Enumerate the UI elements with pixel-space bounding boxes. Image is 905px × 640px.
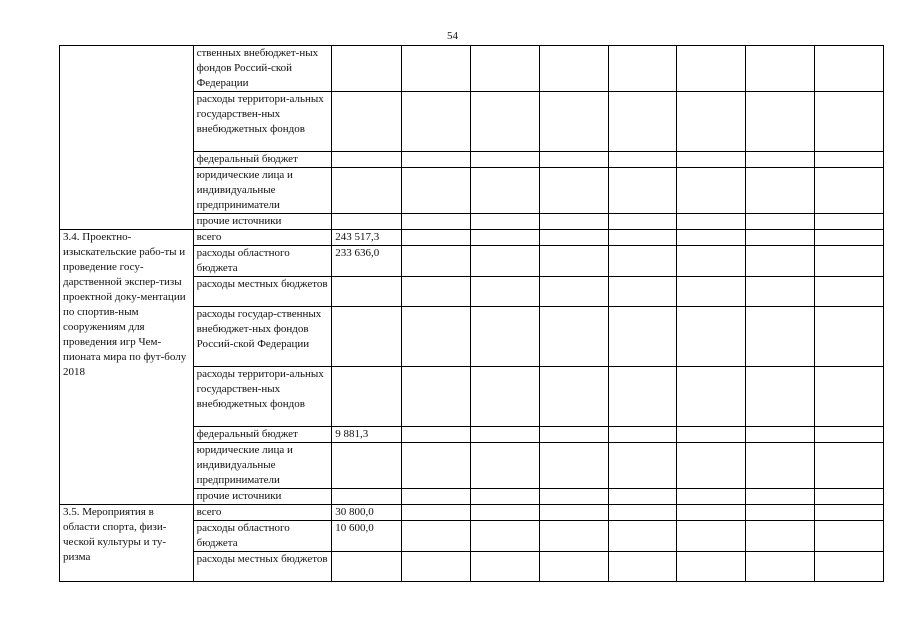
empty-year-cell bbox=[608, 367, 677, 427]
amount-cell bbox=[332, 367, 402, 427]
empty-year-cell bbox=[608, 427, 677, 443]
amount-cell bbox=[332, 46, 402, 92]
amount-cell: 233 636,0 bbox=[332, 246, 402, 277]
empty-year-cell bbox=[815, 489, 884, 505]
empty-year-cell bbox=[470, 246, 539, 277]
empty-year-cell bbox=[470, 277, 539, 307]
empty-year-cell bbox=[539, 92, 608, 152]
amount-cell bbox=[332, 168, 402, 214]
empty-year-cell bbox=[815, 521, 884, 552]
empty-year-cell bbox=[402, 367, 471, 427]
empty-year-cell bbox=[539, 230, 608, 246]
funding-source-cell: расходы государ-ственных внебюджет-ных фондов Россий-ской Федерации bbox=[193, 307, 332, 367]
empty-year-cell bbox=[539, 489, 608, 505]
empty-year-cell bbox=[815, 92, 884, 152]
amount-cell bbox=[332, 489, 402, 505]
empty-year-cell bbox=[677, 277, 746, 307]
empty-year-cell bbox=[608, 92, 677, 152]
empty-year-cell bbox=[677, 307, 746, 367]
empty-year-cell bbox=[608, 46, 677, 92]
empty-year-cell bbox=[746, 367, 815, 427]
budget-table bbox=[59, 45, 884, 582]
empty-year-cell bbox=[746, 46, 815, 92]
empty-year-cell bbox=[470, 427, 539, 443]
empty-year-cell bbox=[402, 46, 471, 92]
empty-year-cell bbox=[539, 46, 608, 92]
empty-year-cell bbox=[539, 152, 608, 168]
empty-year-cell bbox=[402, 214, 471, 230]
empty-year-cell bbox=[746, 277, 815, 307]
empty-year-cell bbox=[815, 46, 884, 92]
empty-year-cell bbox=[608, 246, 677, 277]
funding-source-cell: юридические лица и индивидуальные предприниматели bbox=[193, 443, 332, 489]
empty-year-cell bbox=[815, 427, 884, 443]
empty-year-cell bbox=[677, 552, 746, 582]
empty-year-cell bbox=[539, 427, 608, 443]
empty-year-cell bbox=[677, 46, 746, 92]
empty-year-cell bbox=[402, 521, 471, 552]
empty-year-cell bbox=[677, 367, 746, 427]
empty-year-cell bbox=[470, 168, 539, 214]
amount-cell: 243 517,3 bbox=[332, 230, 402, 246]
empty-year-cell bbox=[402, 443, 471, 489]
empty-year-cell bbox=[677, 427, 746, 443]
empty-year-cell bbox=[402, 230, 471, 246]
empty-year-cell bbox=[608, 505, 677, 521]
amount-cell: 30 800,0 bbox=[332, 505, 402, 521]
empty-year-cell bbox=[677, 152, 746, 168]
funding-source-cell: всего bbox=[193, 230, 332, 246]
empty-year-cell bbox=[746, 230, 815, 246]
empty-year-cell bbox=[815, 367, 884, 427]
empty-year-cell bbox=[815, 214, 884, 230]
empty-year-cell bbox=[470, 552, 539, 582]
amount-cell bbox=[332, 277, 402, 307]
empty-year-cell bbox=[608, 521, 677, 552]
amount-cell bbox=[332, 552, 402, 582]
empty-year-cell bbox=[539, 367, 608, 427]
funding-source-cell: федеральный бюджет bbox=[193, 427, 332, 443]
measure-title-cell: 3.5. Мероприятия в области спорта, физи-ческой культуры и ту-ризма bbox=[60, 505, 194, 582]
empty-year-cell bbox=[402, 168, 471, 214]
empty-year-cell bbox=[470, 214, 539, 230]
empty-year-cell bbox=[539, 277, 608, 307]
empty-year-cell bbox=[470, 489, 539, 505]
empty-year-cell bbox=[815, 505, 884, 521]
empty-year-cell bbox=[402, 246, 471, 277]
empty-year-cell bbox=[677, 92, 746, 152]
measure-title-cell bbox=[60, 46, 194, 230]
funding-source-cell: расходы территори-альных государствен-ных внебюджетных фондов bbox=[193, 367, 332, 427]
empty-year-cell bbox=[402, 489, 471, 505]
funding-source-cell: расходы местных бюджетов bbox=[193, 552, 332, 582]
empty-year-cell bbox=[539, 521, 608, 552]
page-number: 54 bbox=[447, 30, 458, 42]
empty-year-cell bbox=[608, 552, 677, 582]
empty-year-cell bbox=[402, 552, 471, 582]
empty-year-cell bbox=[677, 230, 746, 246]
empty-year-cell bbox=[402, 92, 471, 152]
amount-cell: 9 881,3 bbox=[332, 427, 402, 443]
empty-year-cell bbox=[677, 443, 746, 489]
empty-year-cell bbox=[470, 46, 539, 92]
empty-year-cell bbox=[608, 277, 677, 307]
empty-year-cell bbox=[677, 505, 746, 521]
empty-year-cell bbox=[470, 307, 539, 367]
empty-year-cell bbox=[470, 521, 539, 552]
empty-year-cell bbox=[608, 489, 677, 505]
empty-year-cell bbox=[815, 307, 884, 367]
empty-year-cell bbox=[815, 168, 884, 214]
empty-year-cell bbox=[470, 230, 539, 246]
empty-year-cell bbox=[815, 277, 884, 307]
funding-source-cell: ственных внебюджет-ных фондов Россий-ской Федерации bbox=[193, 46, 332, 92]
table-row bbox=[60, 46, 884, 92]
amount-cell bbox=[332, 92, 402, 152]
empty-year-cell bbox=[746, 246, 815, 277]
empty-year-cell bbox=[402, 427, 471, 443]
empty-year-cell bbox=[470, 505, 539, 521]
empty-year-cell bbox=[608, 152, 677, 168]
funding-source-cell: прочие источники bbox=[193, 489, 332, 505]
funding-source-cell: расходы областного бюджета bbox=[193, 521, 332, 552]
empty-year-cell bbox=[677, 521, 746, 552]
funding-source-cell: федеральный бюджет bbox=[193, 152, 332, 168]
empty-year-cell bbox=[539, 307, 608, 367]
empty-year-cell bbox=[746, 427, 815, 443]
empty-year-cell bbox=[608, 307, 677, 367]
funding-source-cell: прочие источники bbox=[193, 214, 332, 230]
funding-source-cell: юридические лица и индивидуальные предприниматели bbox=[193, 168, 332, 214]
empty-year-cell bbox=[539, 214, 608, 230]
amount-cell bbox=[332, 214, 402, 230]
amount-cell: 10 600,0 bbox=[332, 521, 402, 552]
empty-year-cell bbox=[677, 214, 746, 230]
amount-cell bbox=[332, 307, 402, 367]
amount-cell bbox=[332, 443, 402, 489]
funding-source-cell: расходы областного бюджета bbox=[193, 246, 332, 277]
empty-year-cell bbox=[608, 230, 677, 246]
budget-table-body bbox=[60, 46, 884, 582]
empty-year-cell bbox=[402, 505, 471, 521]
empty-year-cell bbox=[402, 307, 471, 367]
empty-year-cell bbox=[402, 277, 471, 307]
empty-year-cell bbox=[746, 443, 815, 489]
empty-year-cell bbox=[608, 168, 677, 214]
measure-title-cell: 3.4. Проектно-изыскательские рабо-ты и проведение госу-дарственной экспер-тизы проектной доку-ментации по спортив-ным сооружениям для проведения игр Чем-пионата мира по фут-болу 2018 bbox=[60, 230, 194, 505]
empty-year-cell bbox=[539, 246, 608, 277]
empty-year-cell bbox=[470, 367, 539, 427]
empty-year-cell bbox=[815, 443, 884, 489]
empty-year-cell bbox=[539, 443, 608, 489]
empty-year-cell bbox=[746, 152, 815, 168]
empty-year-cell bbox=[746, 552, 815, 582]
empty-year-cell bbox=[746, 214, 815, 230]
empty-year-cell bbox=[746, 307, 815, 367]
empty-year-cell bbox=[746, 168, 815, 214]
empty-year-cell bbox=[746, 505, 815, 521]
empty-year-cell bbox=[539, 505, 608, 521]
empty-year-cell bbox=[402, 152, 471, 168]
empty-year-cell bbox=[539, 552, 608, 582]
empty-year-cell bbox=[608, 214, 677, 230]
funding-source-cell: расходы местных бюджетов bbox=[193, 277, 332, 307]
empty-year-cell bbox=[746, 489, 815, 505]
empty-year-cell bbox=[470, 92, 539, 152]
empty-year-cell bbox=[746, 521, 815, 552]
empty-year-cell bbox=[815, 230, 884, 246]
empty-year-cell bbox=[746, 92, 815, 152]
empty-year-cell bbox=[539, 168, 608, 214]
table-row bbox=[60, 230, 884, 246]
empty-year-cell bbox=[815, 246, 884, 277]
empty-year-cell bbox=[677, 246, 746, 277]
funding-source-cell: всего bbox=[193, 505, 332, 521]
empty-year-cell bbox=[470, 152, 539, 168]
empty-year-cell bbox=[608, 443, 677, 489]
funding-source-cell: расходы территори-альных государствен-ных внебюджетных фондов bbox=[193, 92, 332, 152]
amount-cell bbox=[332, 152, 402, 168]
empty-year-cell bbox=[815, 552, 884, 582]
empty-year-cell bbox=[677, 489, 746, 505]
table-row bbox=[60, 505, 884, 521]
empty-year-cell bbox=[815, 152, 884, 168]
empty-year-cell bbox=[677, 168, 746, 214]
empty-year-cell bbox=[470, 443, 539, 489]
